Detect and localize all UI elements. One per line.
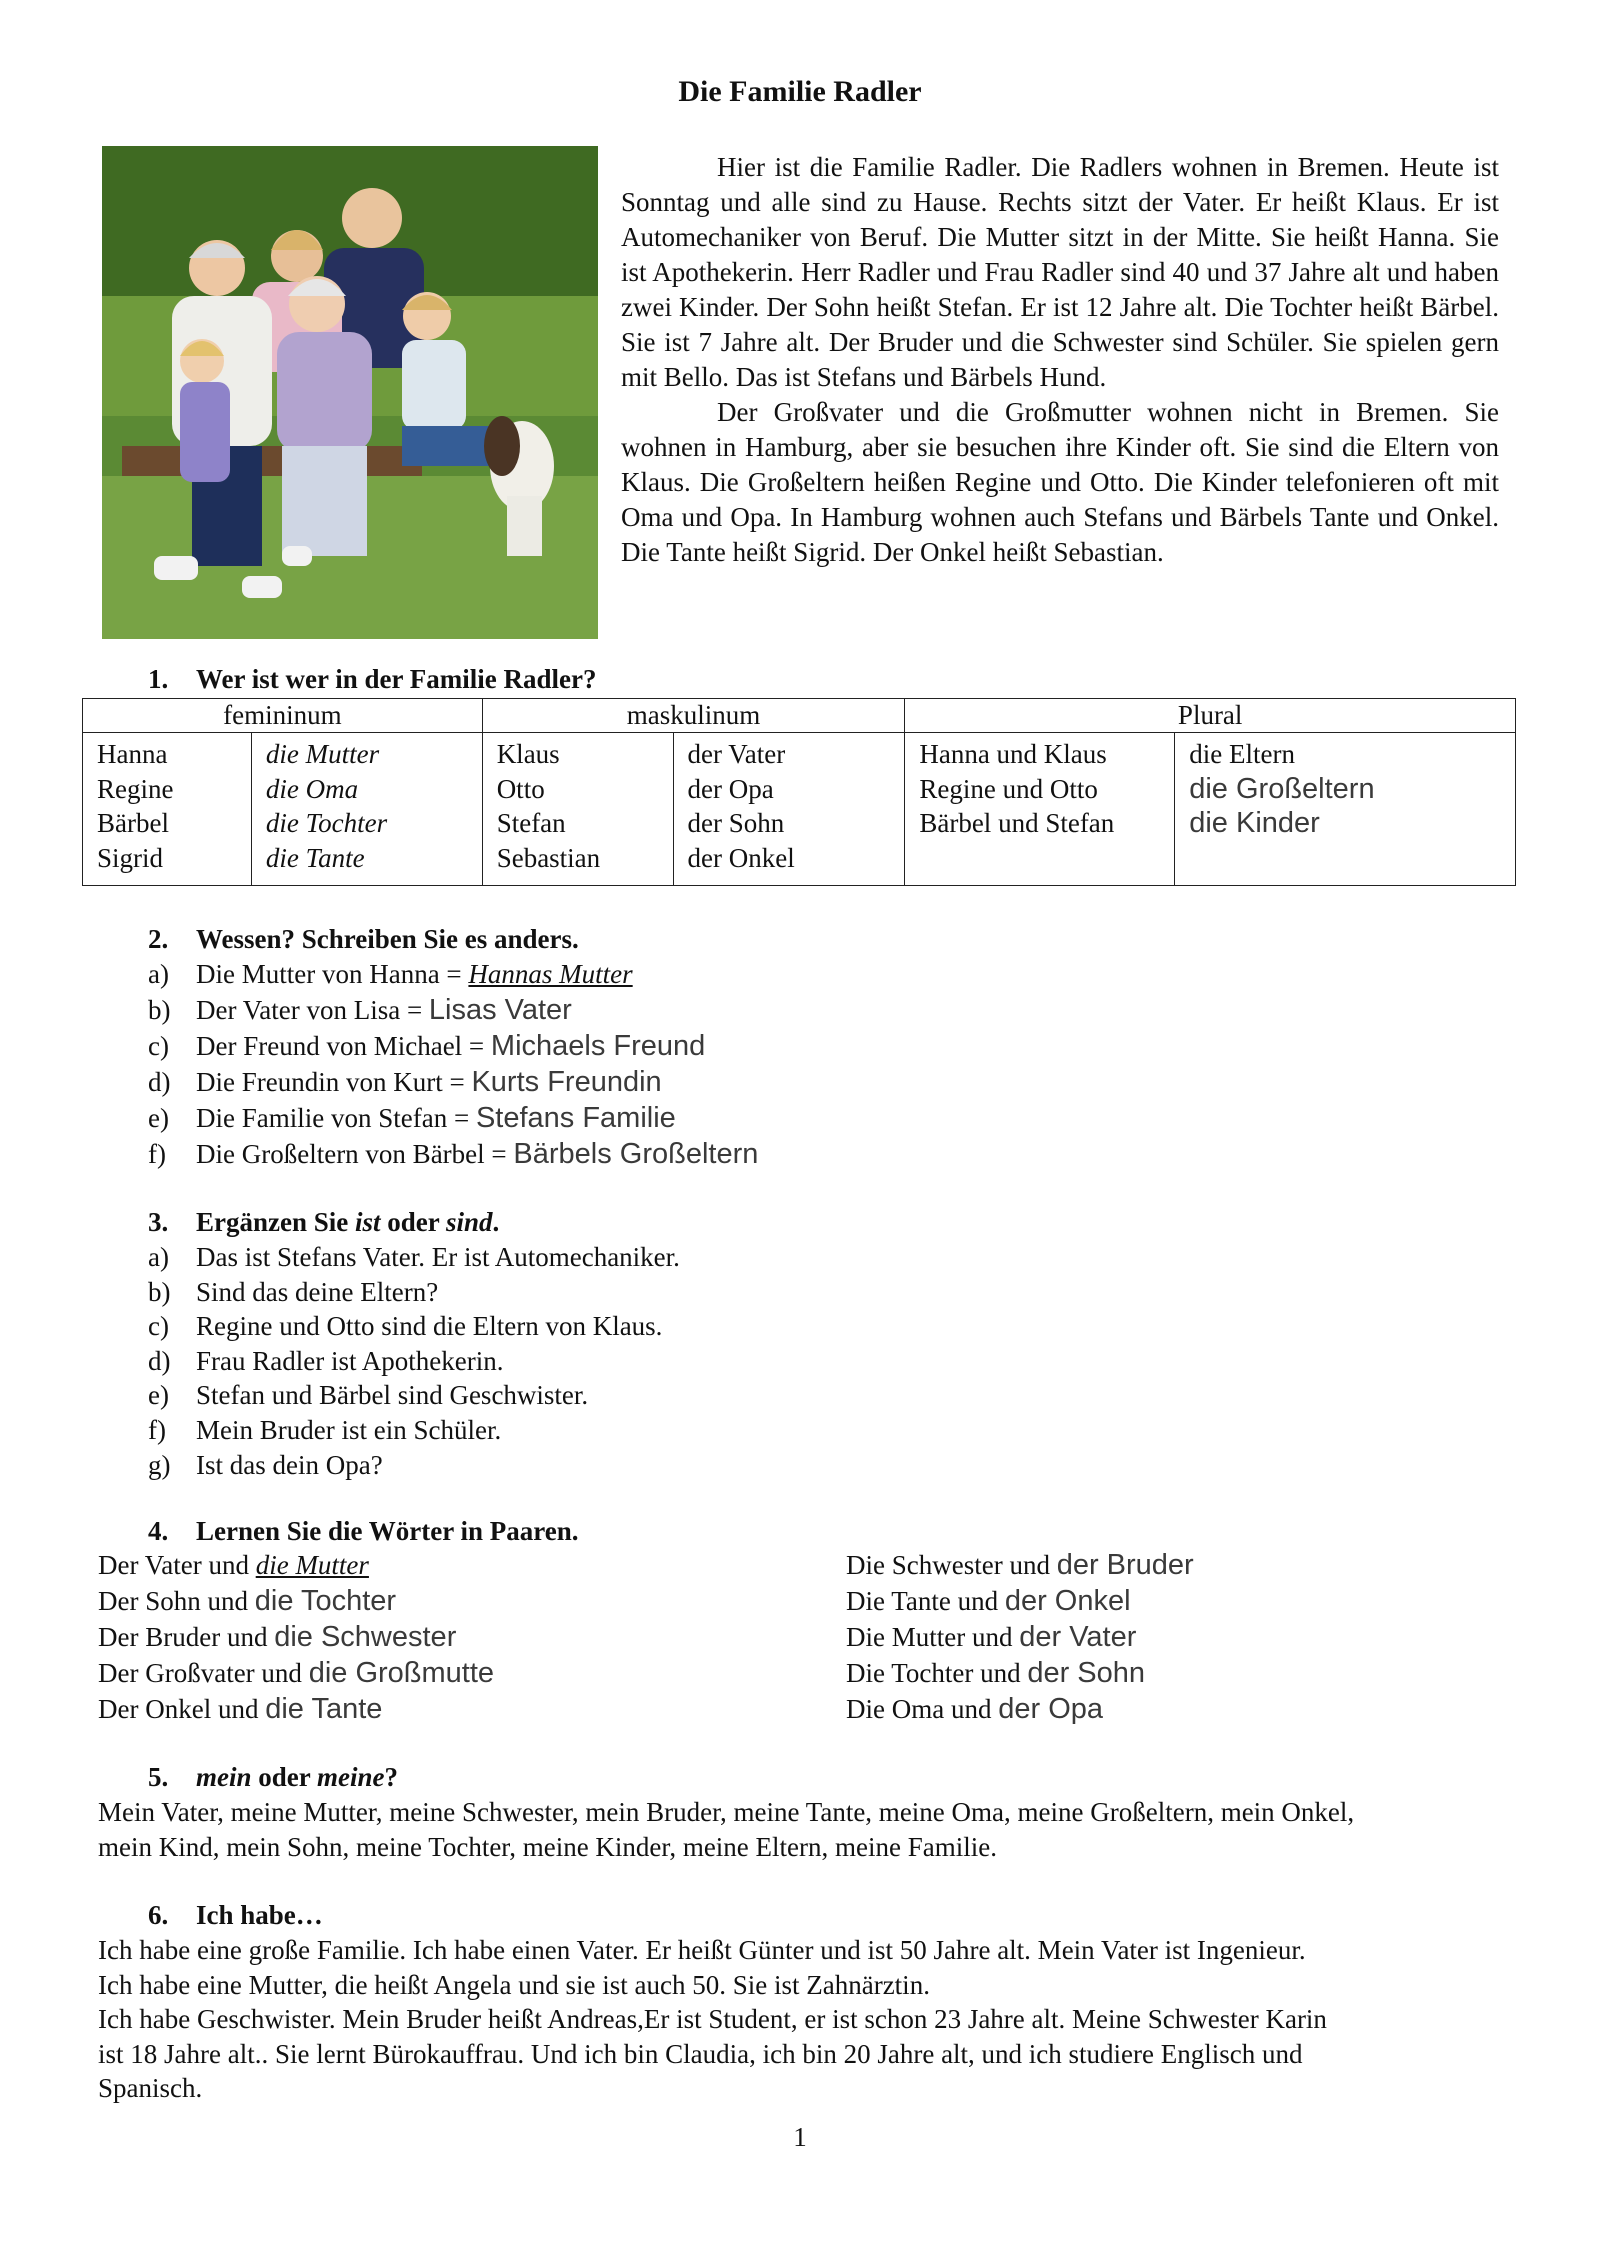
fem-role: die Mutter	[265, 739, 380, 769]
list-item	[148, 1378, 680, 1413]
exercise-title: ?	[384, 1762, 399, 1792]
answer-field[interactable]: Stefans Familie	[475, 1102, 676, 1134]
pair-answer[interactable]: der Bruder	[1056, 1549, 1194, 1581]
list-item	[148, 1344, 680, 1379]
item-letter: e)	[148, 1103, 169, 1133]
list-item	[148, 993, 758, 1029]
plural-role-answer[interactable]: die Großeltern	[1189, 772, 1375, 805]
word-pairs-left	[98, 1548, 494, 1728]
pair-item	[846, 1584, 1194, 1620]
text-line: Mein Vater, meine Mutter, meine Schwester, mein Bruder, meine Tante, meine Oma, meine Großeltern, mein Onkel,	[98, 1797, 1355, 1827]
answer-field[interactable]: Bärbels Großeltern	[513, 1138, 759, 1170]
exercise-title-word: sind	[446, 1207, 493, 1237]
family-table	[82, 698, 1516, 886]
exercise-number: 1.	[148, 664, 169, 694]
item-prompt: Die Großeltern von Bärbel =	[196, 1139, 514, 1169]
family-photo	[102, 146, 598, 639]
pair-item	[98, 1692, 494, 1728]
pair-item	[98, 1584, 494, 1620]
exercise-title: oder	[251, 1762, 318, 1792]
fem-name: Bärbel	[97, 808, 169, 838]
exercise-title: Wer ist wer in der Familie Radler?	[196, 664, 597, 694]
table-row	[83, 733, 1516, 886]
list-item	[148, 1309, 680, 1344]
plural-name: Hanna und Klaus	[919, 739, 1107, 769]
item-text: Das ist Stefans Vater. Er ist Automechaniker.	[196, 1242, 680, 1272]
intro-text	[621, 150, 1499, 570]
list-item	[148, 1275, 680, 1310]
item-letter: b)	[148, 995, 171, 1025]
text-line: mein Kind, mein Sohn, meine Tochter, meine Kinder, meine Eltern, meine Familie.	[98, 1831, 997, 1862]
pair-answer[interactable]: die Schwester	[274, 1621, 457, 1653]
word-pairs-right	[846, 1548, 1194, 1728]
exercise-3-list	[148, 1240, 680, 1482]
fem-name: Sigrid	[97, 842, 164, 873]
item-letter: e)	[148, 1380, 169, 1411]
exercise-title: Ergänzen Sie	[196, 1207, 355, 1237]
fem-name: Hanna	[97, 739, 168, 769]
exercise-title: Wessen? Schreiben Sie es anders.	[196, 924, 579, 954]
answer-field[interactable]: Michaels Freund	[490, 1030, 706, 1062]
exercise-title: Lernen Sie die Wörter in Paaren.	[196, 1516, 579, 1546]
intro-paragraph-1: Hier ist die Familie Radler. Die Radlers wohnen in Bremen. Heute ist Sonntag und alle sind zu Hause. Rechts sitzt der Vater. Er heißt Klaus. Er ist Automechaniker von Beruf. Die Mutter sitzt in der Mitte. Sie heißt Hanna. Sie ist Apothekerin. Herr Radler und Frau Radler sind 40 und 37 Jahre alt und haben zwei Kinder. Der Sohn heißt Stefan. Er ist 12 Jahre alt. Die Tochter heißt Bärbel. Sie ist 7 Jahre alt. Der Bruder und die Schwester sind Schüler. Sie spielen gern mit Bello. Das ist Stefans und Bärbels Hund.	[621, 152, 1499, 392]
exercise-number: 2.	[148, 924, 169, 954]
mas-name: Stefan	[496, 808, 566, 838]
list-item	[148, 957, 758, 993]
list-item	[148, 1029, 758, 1065]
plural-name: Bärbel und Stefan	[919, 808, 1115, 838]
mas-name: Otto	[496, 773, 545, 804]
exercise-number: 6.	[148, 1900, 169, 1930]
page-title: Die Familie Radler	[678, 75, 922, 108]
pair-answer[interactable]: der Onkel	[1004, 1585, 1131, 1617]
item-text: Mein Bruder ist ein Schüler.	[196, 1414, 502, 1445]
mas-role: der Opa	[687, 773, 774, 804]
pair-item	[98, 1548, 494, 1584]
exercise-title: Ich habe…	[196, 1900, 323, 1930]
list-item	[148, 1240, 680, 1275]
item-letter: g)	[148, 1449, 171, 1480]
item-prompt: Die Mutter von Hanna =	[196, 959, 469, 989]
pair-prompt: Der Sohn und	[98, 1586, 255, 1616]
list-item	[148, 1137, 758, 1173]
item-letter: a)	[148, 959, 169, 989]
item-letter: d)	[148, 1345, 171, 1376]
exercise-number: 3.	[148, 1207, 169, 1237]
mas-names-cell	[482, 733, 673, 886]
pair-prompt: Der Großvater und	[98, 1658, 309, 1688]
header-plural: Plural	[905, 699, 1516, 733]
list-item	[148, 1413, 680, 1448]
item-prompt: Die Familie von Stefan =	[196, 1103, 476, 1133]
pair-answer[interactable]: die Großmutte	[308, 1657, 495, 1689]
answer-field[interactable]: Lisas Vater	[428, 994, 572, 1026]
pair-answer[interactable]: die Tante	[265, 1693, 383, 1725]
plural-role: die Eltern	[1189, 739, 1295, 769]
pair-item	[98, 1656, 494, 1692]
mas-name: Klaus	[496, 739, 560, 769]
exercise-title: .	[492, 1207, 500, 1237]
pair-prompt: Der Bruder und	[98, 1622, 275, 1652]
text-line: Ich habe eine Mutter, die heißt Angela und sie ist auch 50. Sie ist Zahnärztin.	[98, 1969, 930, 2000]
list-item	[148, 1065, 758, 1101]
pair-item	[98, 1620, 494, 1656]
exercise-4-heading	[148, 1514, 578, 1549]
pair-item	[846, 1656, 1194, 1692]
mas-role: der Vater	[687, 739, 786, 769]
mas-roles-cell	[673, 733, 905, 886]
item-text: Sind das deine Eltern?	[196, 1276, 439, 1307]
exercise-number: 4.	[148, 1516, 169, 1546]
item-letter: f)	[148, 1414, 166, 1445]
pair-prompt: Die Tante und	[846, 1586, 1005, 1616]
fem-roles-cell	[251, 733, 482, 886]
item-text: Regine und Otto sind die Eltern von Klaus.	[196, 1311, 663, 1342]
exercise-title-word: ist	[355, 1207, 381, 1237]
plural-names-cell	[905, 733, 1175, 886]
pair-prompt: Die Oma und	[846, 1694, 999, 1724]
pair-prompt: Der Onkel und	[98, 1694, 266, 1724]
item-prompt: Der Vater von Lisa =	[196, 995, 429, 1025]
pair-prompt: Die Tochter und	[846, 1658, 1028, 1688]
mas-name: Sebastian	[496, 842, 601, 873]
exercise-number: 5.	[148, 1762, 169, 1792]
exercise-2-list	[148, 957, 758, 1173]
item-text: Frau Radler ist Apothekerin.	[196, 1345, 504, 1376]
exercise-5-heading	[148, 1760, 398, 1795]
exercise-1-heading	[148, 662, 596, 697]
pair-prompt: Die Schwester und	[846, 1550, 1057, 1580]
list-item	[148, 1101, 758, 1137]
exercise-3-heading	[148, 1205, 499, 1240]
item-letter: f)	[148, 1139, 166, 1169]
pair-prompt: Die Mutter und	[846, 1622, 1020, 1652]
intro-paragraph-2: Der Großvater und die Großmutter wohnen nicht in Bremen. Sie wohnen in Hamburg, aber sie besuchen ihre Kinder oft. Sie sind die Eltern von Klaus. Die Großeltern heißen Regine und Otto. Die Kinder telefonieren oft mit Oma und Opa. In Hamburg wohnen auch Stefans und Bärbels Tante und Onkel. Die Tante heißt Sigrid. Der Onkel heißt Sebastian.	[621, 397, 1499, 567]
item-text: Stefan und Bärbel sind Geschwister.	[196, 1380, 589, 1411]
exercise-6-text	[98, 1933, 1504, 2106]
header-maskulinum: maskulinum	[482, 699, 905, 733]
exercise-title: oder	[380, 1207, 447, 1237]
plural-name: Regine und Otto	[919, 773, 1098, 804]
pair-item	[846, 1548, 1194, 1584]
item-prompt: Der Freund von Michael =	[196, 1031, 491, 1061]
fem-name: Regine	[97, 773, 174, 804]
exercise-title-word: meine	[317, 1762, 385, 1792]
pair-answer[interactable]: der Opa	[998, 1693, 1104, 1725]
pair-answer-printed: die Mutter	[255, 1550, 369, 1580]
fem-role: die Tochter	[265, 808, 388, 838]
exercise-6-heading	[148, 1898, 323, 1933]
text-line: Ich habe eine große Familie. Ich habe einen Vater. Er heißt Günter und ist 50 Jahre alt. Mein Vater ist Ingenieur.	[98, 1935, 1306, 1965]
text-line: Spanisch.	[98, 2073, 203, 2103]
pair-answer[interactable]: die Tochter	[254, 1585, 397, 1617]
table-header-row	[83, 699, 1516, 733]
header-femininum: femininum	[83, 699, 483, 733]
fem-names-cell	[83, 733, 252, 886]
fem-role: die Oma	[265, 773, 359, 804]
exercise-5-text	[98, 1795, 1504, 1864]
item-letter: b)	[148, 1276, 171, 1307]
exercise-2-heading	[148, 922, 579, 957]
pair-answer[interactable]: der Sohn	[1027, 1657, 1146, 1689]
text-line: ist 18 Jahre alt.. Sie lernt Bürokauffrau. Und ich bin Claudia, ich bin 20 Jahre alt, und ich studiere Englisch und	[98, 2038, 1303, 2069]
list-item	[148, 1448, 680, 1483]
item-letter: c)	[148, 1311, 169, 1342]
pair-item	[846, 1620, 1194, 1656]
text-line: Ich habe Geschwister. Mein Bruder heißt Andreas,Er ist Student, er ist schon 23 Jahre alt. Meine Schwester Karin	[98, 2004, 1327, 2034]
pair-prompt: Der Vater und	[98, 1550, 256, 1580]
fem-role: die Tante	[265, 842, 365, 873]
item-letter: c)	[148, 1031, 169, 1061]
answer-field[interactable]: Kurts Freundin	[471, 1066, 662, 1098]
pair-answer[interactable]: der Vater	[1019, 1621, 1137, 1653]
pair-item	[846, 1692, 1194, 1728]
item-prompt: Die Freundin von Kurt =	[196, 1067, 472, 1097]
item-letter: a)	[148, 1242, 169, 1272]
plural-role-answer[interactable]: die Kinder	[1189, 807, 1320, 839]
item-letter: d)	[148, 1067, 171, 1097]
answer-printed: Hannas Mutter	[468, 959, 633, 989]
plural-roles-cell	[1175, 733, 1516, 886]
mas-role: der Onkel	[687, 842, 795, 873]
page-number: 1	[793, 2122, 807, 2152]
exercise-title-word: mein	[196, 1762, 252, 1792]
mas-role: der Sohn	[687, 808, 785, 838]
item-text: Ist das dein Opa?	[196, 1449, 383, 1480]
